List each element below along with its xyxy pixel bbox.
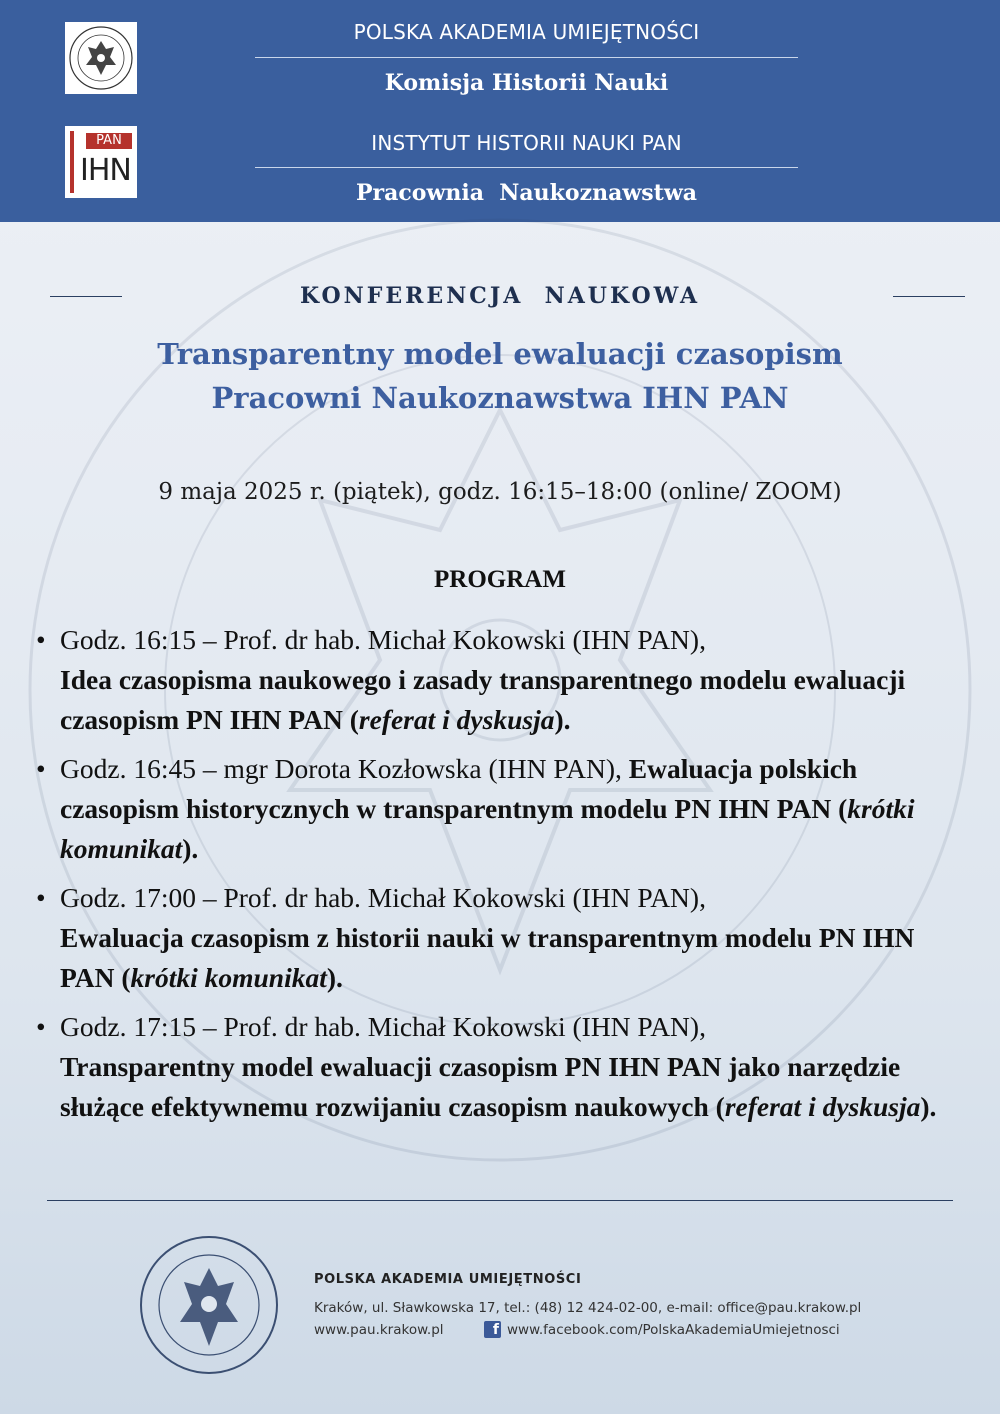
program-item	[36, 1007, 956, 1127]
item-speaker: Godz. 16:45 – mgr Dorota Kozłowska (IHN PAN),	[60, 753, 622, 784]
item-title: Transparentny model ewaluacji czasopism PN IHN PAN jako narzędzie służące efektywnemu rozwijaniu czasopism naukowych (	[60, 1051, 901, 1122]
bullet: •	[36, 1011, 46, 1042]
bullet: •	[36, 753, 46, 784]
org1-label: POLSKA AKADEMIA UMIEJĘTNOŚCI	[353, 20, 700, 44]
program-item	[36, 878, 956, 998]
ihn-pan-logo	[65, 126, 137, 198]
item-speaker: Godz. 17:00 – Prof. dr hab. Michał Kokowski (IHN PAN),	[60, 882, 706, 913]
footer-address[interactable]: Kraków, ul. Sławkowska 17, tel.: (48) 12 424-02-00, e-mail: office@pau.krakow.pl	[314, 1300, 862, 1316]
footer-org: POLSKA AKADEMIA UMIEJĘTNOŚCI	[314, 1272, 582, 1287]
item-speaker: Godz. 16:15 – Prof. dr hab. Michał Kokowski (IHN PAN),	[60, 624, 706, 655]
item-title: Ewaluacja polskich czasopism historycznych w transparentnym modelu PN IHN PAN (	[60, 753, 858, 824]
item-title: Idea czasopisma naukowego i zasady transparentnego modelu ewaluacji czasopism PN IHN PAN (	[60, 664, 906, 735]
event-date: 9 maja 2025 r. (piątek), godz. 16:15–18:00 (online/ ZOOM)	[158, 479, 842, 505]
ihn-logo-pan: PAN	[86, 133, 132, 149]
header-rule-2	[255, 167, 798, 168]
unit2-label: Pracownia Naukoznawstwa	[355, 180, 698, 206]
header-band	[0, 0, 1000, 222]
item-title: Ewaluacja czasopism z historii nauki w transparentnym modelu PN IHN PAN (	[60, 922, 915, 993]
facebook-icon[interactable]: f	[484, 1321, 501, 1338]
org2-label: INSTYTUT HISTORII NAUKI PAN	[371, 131, 682, 155]
item-form: referat i dyskusja	[358, 704, 555, 735]
bullet: •	[36, 882, 46, 913]
pau-seal-logo	[65, 22, 137, 94]
pau-seal-icon	[68, 25, 134, 91]
footer-facebook-link[interactable]: www.facebook.com/PolskaAkademiaUmiejetnosci	[507, 1322, 840, 1338]
item-form: krótki komunikat	[60, 793, 915, 864]
ihn-logo-mark	[70, 131, 132, 193]
footer-seal-icon	[138, 1234, 280, 1376]
item-end: ).	[554, 704, 571, 735]
conference-type: KONFERENCJA NAUKOWA	[299, 283, 701, 309]
conference-title	[0, 332, 1000, 420]
program-list	[36, 620, 956, 1136]
item-form: referat i dyskusja	[724, 1091, 921, 1122]
header-rule-1	[255, 57, 798, 58]
title-line-1: Transparentny model ewaluacji czasopism	[157, 337, 843, 371]
item-end: ).	[182, 833, 199, 864]
program-label: PROGRAM	[434, 566, 566, 593]
program-item	[36, 620, 956, 740]
bullet: •	[36, 624, 46, 655]
item-end: ).	[326, 962, 343, 993]
footer-divider	[47, 1200, 953, 1201]
item-form: krótki komunikat	[130, 962, 327, 993]
program-item	[36, 749, 956, 869]
item-speaker: Godz. 17:15 – Prof. dr hab. Michał Kokowski (IHN PAN),	[60, 1011, 706, 1042]
item-end: ).	[920, 1091, 937, 1122]
ihn-logo-ihn: IHN	[80, 153, 131, 188]
unit1-label: Komisja Historii Nauki	[384, 70, 669, 96]
footer-website-link[interactable]: www.pau.krakow.pl	[314, 1322, 444, 1338]
ihn-logo-bar	[70, 131, 74, 193]
title-line-2: Pracowni Naukoznawstwa IHN PAN	[211, 381, 789, 415]
